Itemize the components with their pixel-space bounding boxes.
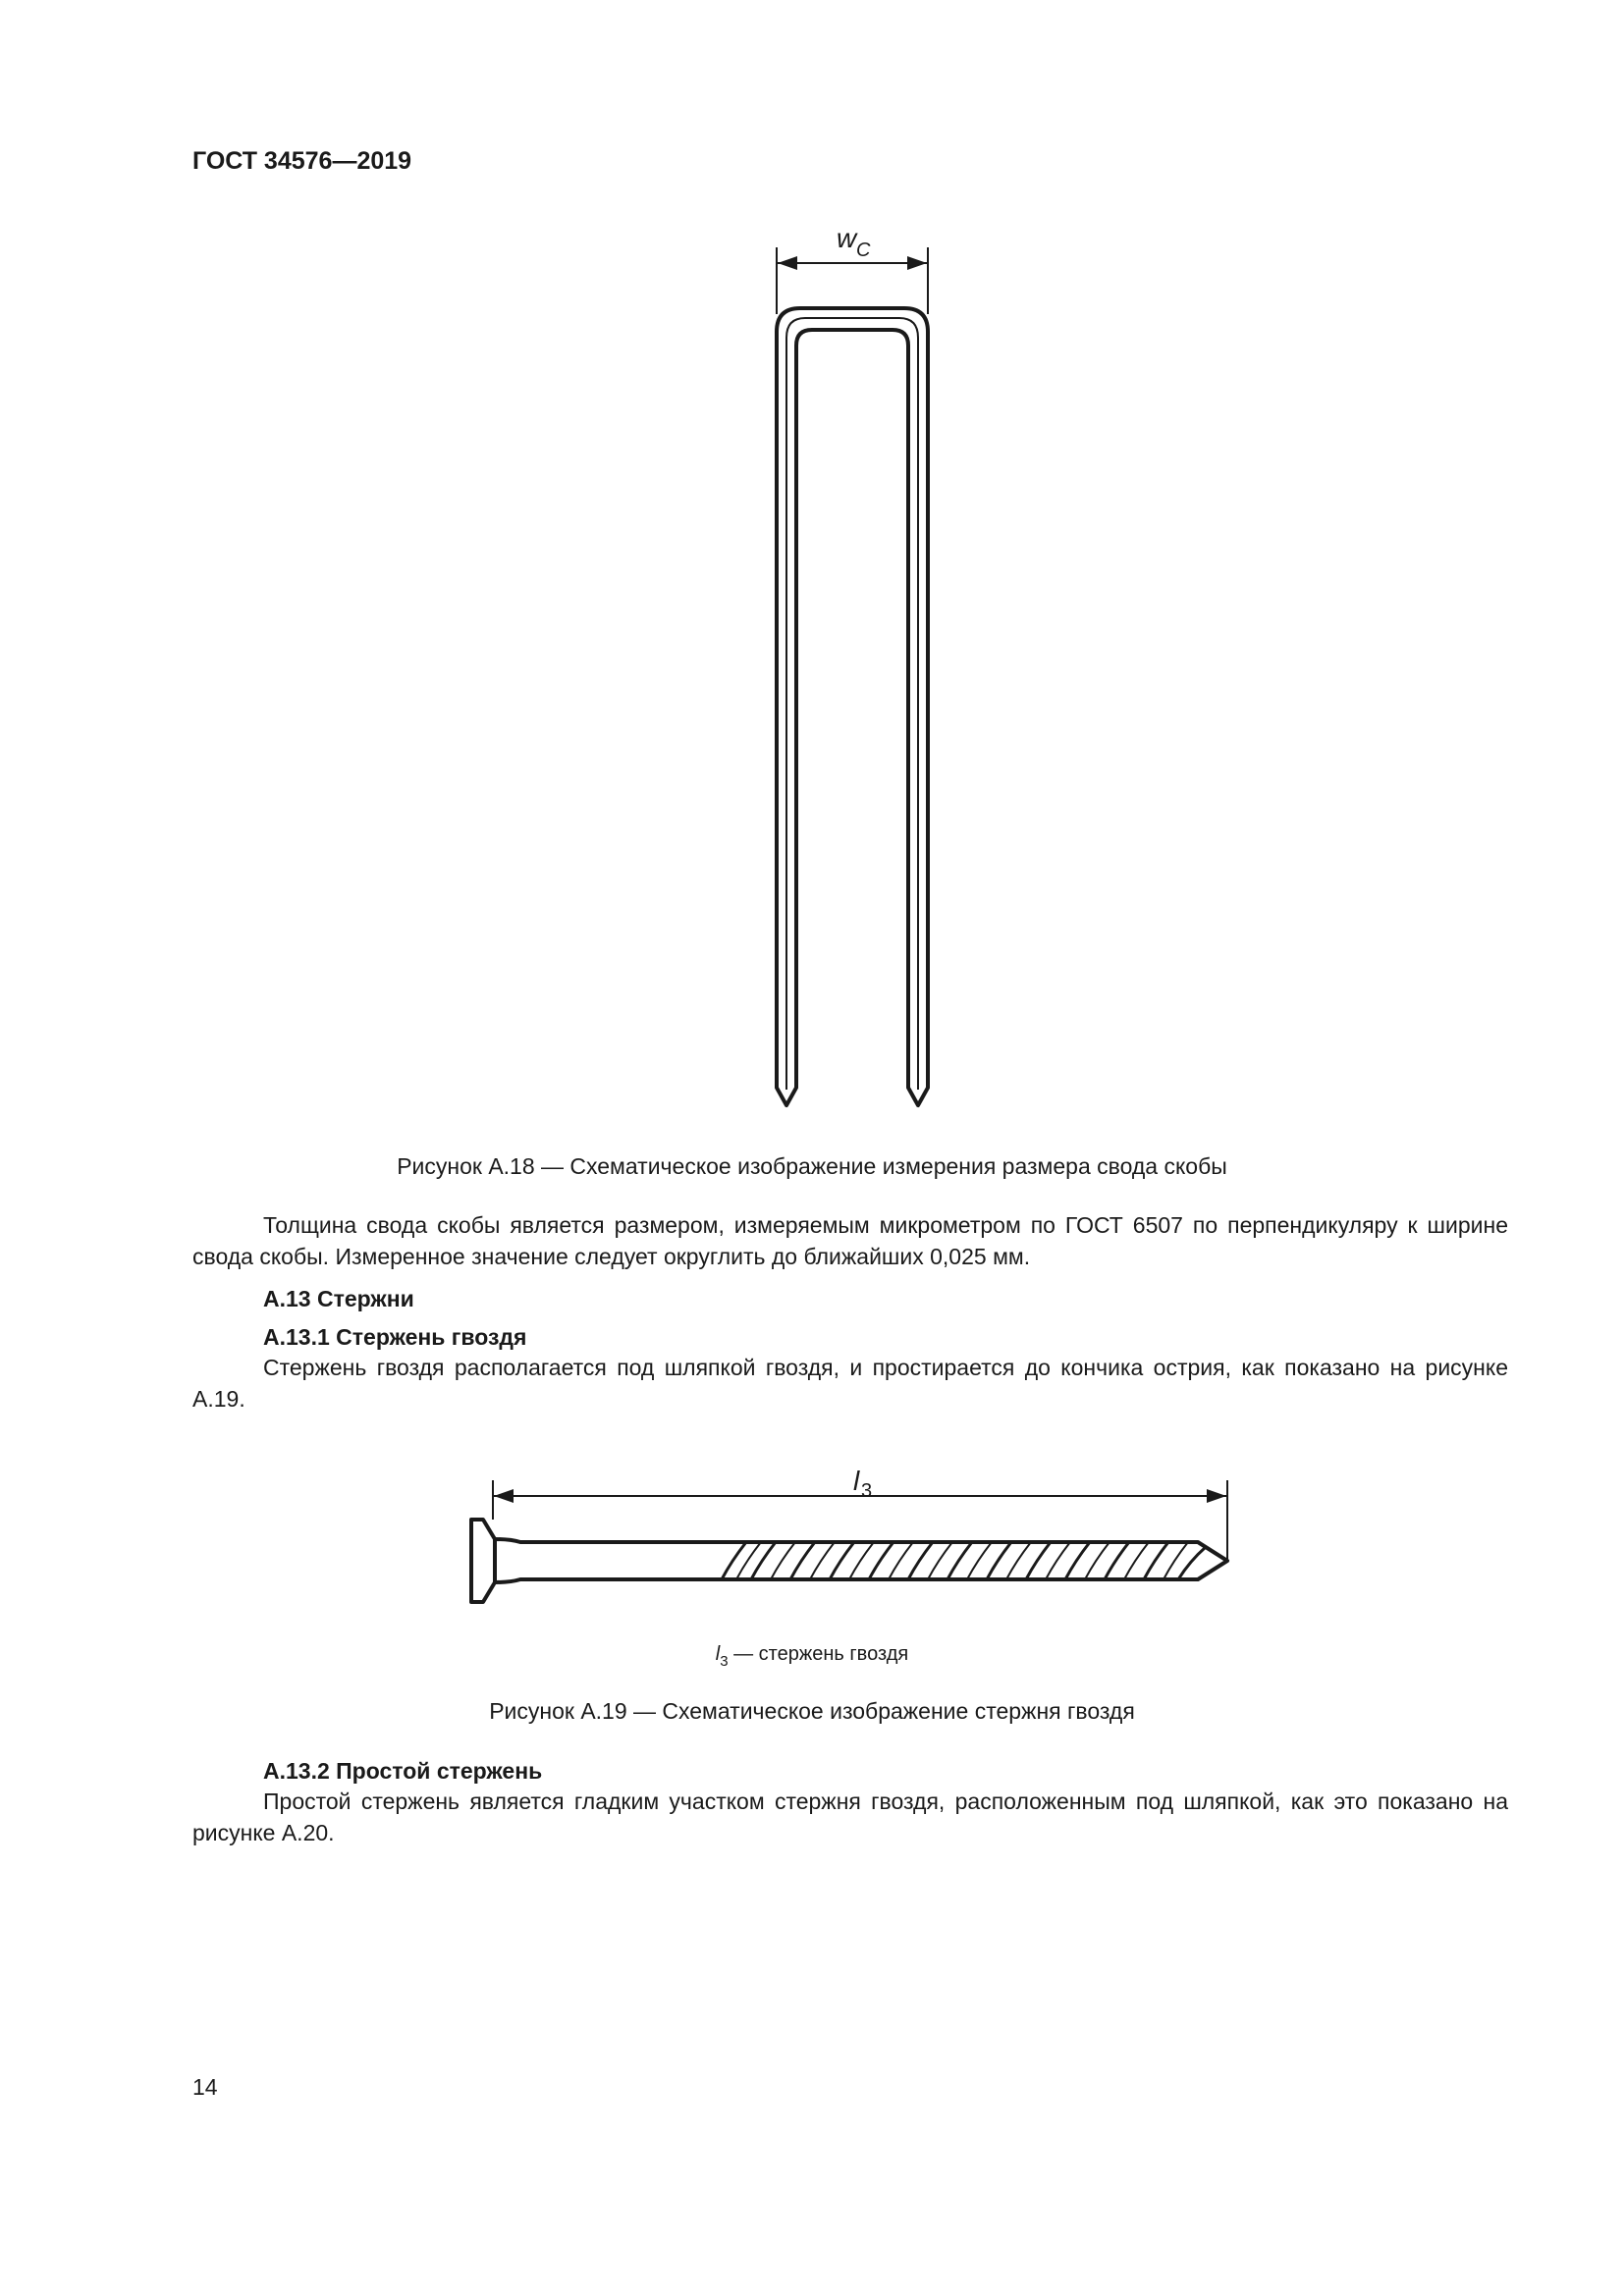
nail-smooth-shank xyxy=(495,1539,727,1582)
staple-outline xyxy=(777,308,928,1105)
paragraph-a13-1: Стержень гвоздя располагается под шляпкой гвоздя, и простирается до кончика острия, как показано на рисунке А.19. xyxy=(192,1355,1508,1412)
dimension-label-l3-subscript: 3 xyxy=(861,1480,873,1502)
dimension-label-wc: w xyxy=(837,223,857,253)
dimension-label-wc-subscript: C xyxy=(856,240,871,261)
legend-variable-subscript: 3 xyxy=(720,1653,729,1670)
dimension-label-l3: l xyxy=(853,1466,860,1496)
nail-head xyxy=(471,1520,495,1602)
paragraph-thickness: Толщина свода скобы является размером, измеряемым микрометром по ГОСТ 6507 по перпендикуляру к ширине свода скобы. Измеренное значение следует округлить до ближайших 0,025 мм. xyxy=(192,1212,1508,1269)
staple-figure xyxy=(756,216,952,1119)
document-header: ГОСТ 34576—2019 xyxy=(192,147,412,175)
figure-a19-caption: Рисунок А.19 — Схематическое изображение стержня гвоздя xyxy=(489,1698,1135,1724)
legend-description: — стержень гвоздя xyxy=(728,1643,909,1665)
nail-twist-lines xyxy=(722,1542,1206,1579)
heading-a13: А.13 Стержни xyxy=(263,1286,414,1311)
paragraph-a13-2: Простой стержень является гладким участком стержня гвоздя, расположенным под шляпкой, как это показано на рисунке А.20. xyxy=(192,1789,1508,1845)
page-number: 14 xyxy=(192,2074,218,2100)
nail-figure xyxy=(461,1461,1247,1618)
heading-a13-1: А.13.1 Стержень гвоздя xyxy=(263,1324,527,1350)
figure-a18-caption: Рисунок А.18 — Схематическое изображение измерения размера свода скобы xyxy=(397,1153,1227,1179)
figure-a19-legend xyxy=(0,1643,1624,1670)
heading-a13-2: А.13.2 Простой стержень xyxy=(263,1758,543,1784)
legend-variable: l xyxy=(715,1643,721,1665)
